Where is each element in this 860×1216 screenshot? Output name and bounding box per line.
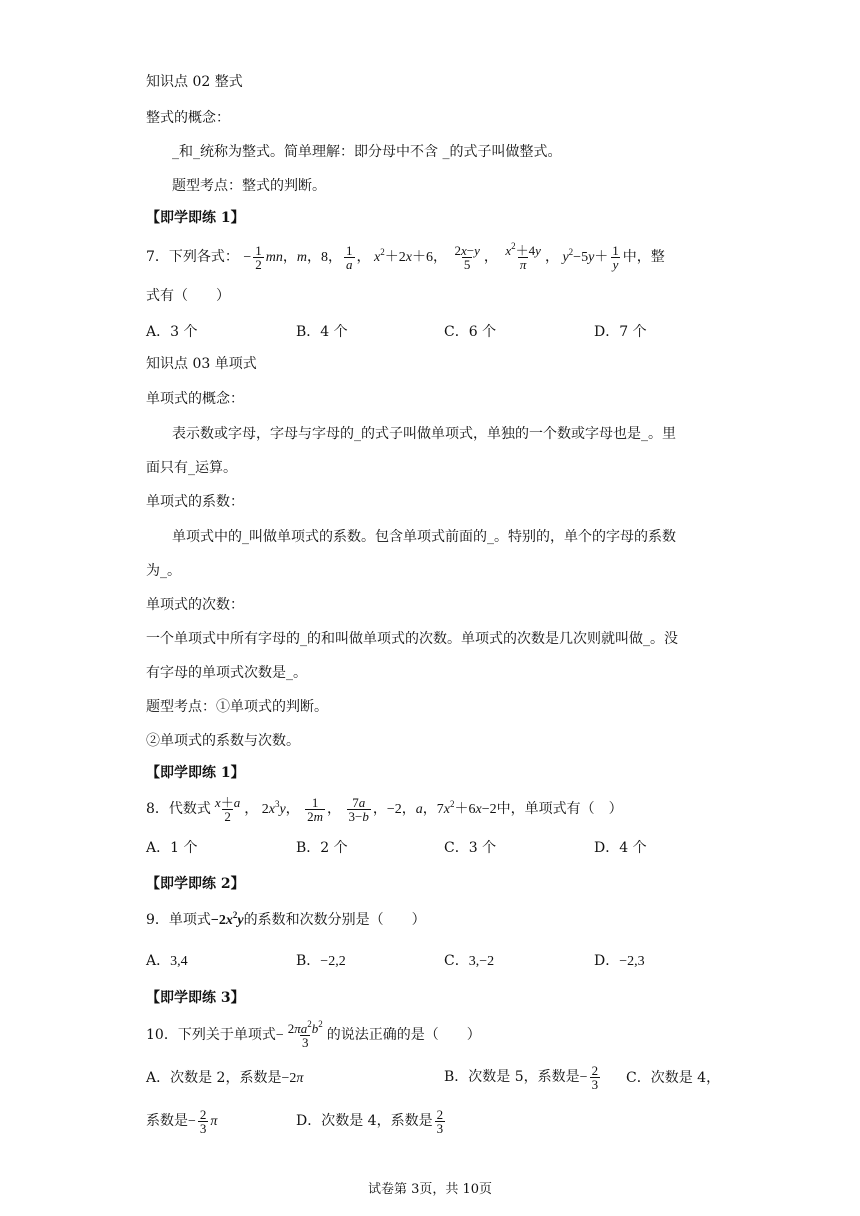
q8-option-b[interactable]: B．2 个	[296, 840, 348, 856]
concept-text: _和_统称为整式。简单理解：即分母中不含 _的式子叫做整式。	[172, 144, 562, 160]
coef-line2: 为_。	[146, 563, 181, 579]
q10-option-c-cont[interactable]: 系数是− $\frac{2}{3}$ π	[146, 1106, 218, 1137]
question-7-line2: 式有（ ）	[146, 288, 230, 304]
coef-title: 单项式的系数：	[146, 494, 244, 510]
option-label: D．	[594, 953, 620, 969]
question-7-lead: 7．下列各式：	[146, 249, 239, 265]
question-9-lead: 9．单项式	[146, 912, 211, 928]
q9-option-b[interactable]: B．−2,2	[296, 953, 346, 969]
question-10-lead: 10．下列关于单项式	[146, 1027, 276, 1043]
question-7	[146, 242, 665, 273]
coef-line1: 单项式中的_叫做单项式的系数。包含单项式前面的_。特别的，单个的字母的系数	[172, 529, 676, 545]
q7-option-d[interactable]: D．7 个	[594, 324, 647, 340]
type-line2: ②单项式的系数与次数。	[146, 733, 300, 749]
math-expression: $-2x^2y$	[210, 910, 244, 928]
option-label: D．次数是 4，系数是	[296, 1113, 433, 1129]
option-label: B．次数是 5，系数是	[444, 1069, 580, 1085]
practice-label: 【即学即练 1】	[146, 210, 245, 226]
math-expression: − $\frac{1}{2}$ mn，m，8， $\frac{1}{a}$ ， $x^2+2x+6$， $\frac{2x-y}{5}$ ， $\frac{x^2+4y}{\pi}$ ， $y^2-5y+$ $\frac{1}{y}$	[243, 240, 619, 273]
q10-option-c[interactable]: C．次数是 4，	[626, 1070, 721, 1086]
question-8	[146, 794, 623, 825]
degree-line2: 有字母的单项式次数是_。	[146, 665, 307, 681]
question-type-text: 题型考点：整式的判断。	[172, 178, 326, 194]
q8-option-c[interactable]: C．3 个	[444, 840, 497, 856]
question-10-tail: 的说法正确的是（ ）	[326, 1027, 481, 1043]
q7-option-b[interactable]: B．4 个	[296, 324, 348, 340]
question-9	[146, 910, 426, 931]
practice-label-3: 【即学即练 3】	[146, 990, 245, 1006]
option-label: A．	[146, 953, 171, 969]
monomial-concept-title: 单项式的概念：	[146, 391, 244, 407]
q10-option-b[interactable]: B．次数是 5，系数是− $\frac{2}{3}$	[444, 1062, 599, 1093]
q7-option-a[interactable]: A．3 个	[146, 324, 198, 340]
question-9-tail: 的系数和次数分别是（ ）	[243, 912, 426, 928]
concept-title: 整式的概念：	[146, 110, 230, 126]
q7-option-c[interactable]: C．6 个	[444, 324, 497, 340]
monomial-concept-line2: 面只有_运算。	[146, 460, 237, 476]
practice-label-1: 【即学即练 1】	[146, 765, 245, 781]
section-heading-k03: 知识点 03 单项式	[146, 356, 257, 372]
option-label: 系数是	[146, 1113, 188, 1129]
q8-option-d[interactable]: D．4 个	[594, 840, 647, 856]
degree-title: 单项式的次数：	[146, 597, 244, 613]
section-heading-k02: 知识点 02 整式	[146, 74, 243, 90]
q10-option-a[interactable]: A．次数是 2，系数是−2π	[146, 1070, 304, 1086]
option-label: A．次数是 2，系数是	[146, 1070, 282, 1086]
question-8-tail: 中，单项式有（ ）	[496, 801, 623, 817]
q9-option-c[interactable]: C．3,−2	[444, 953, 495, 969]
question-10	[146, 1020, 481, 1051]
math-expression: − $\frac{2\pi a^2b^2}{3}$	[275, 1018, 323, 1051]
q10-option-d[interactable]: D．次数是 4，系数是 $\frac{2}{3}$	[296, 1106, 444, 1137]
option-label: C．	[444, 953, 469, 969]
q9-option-d[interactable]: D．−2,3	[594, 953, 645, 969]
math-expression: $\frac{x+a}{2}$ ， $2x^3y$， $\frac{1}{2m}$ ， $\frac{7a}{3-b}$ ，−2，a，$7x^2+6x-2$	[214, 794, 497, 825]
question-8-lead: 8．代数式	[146, 801, 211, 817]
type-line1: 题型考点：①单项式的判断。	[146, 699, 328, 715]
q8-option-a[interactable]: A．1 个	[146, 840, 198, 856]
question-7-tail: 中，整	[622, 249, 665, 265]
practice-label-2: 【即学即练 2】	[146, 876, 245, 892]
option-label: B．	[296, 953, 321, 969]
q9-option-a[interactable]: A．3,4	[146, 953, 188, 969]
page-footer: 试卷第 3页，共 10页	[367, 1182, 493, 1197]
monomial-concept-line1: 表示数或字母，字母与字母的_的式子叫做单项式，单独的一个数或字母也是_。里	[172, 426, 676, 442]
degree-line1: 一个单项式中所有字母的_的和叫做单项式的次数。单项式的次数是几次则就叫做_。没	[146, 631, 678, 647]
